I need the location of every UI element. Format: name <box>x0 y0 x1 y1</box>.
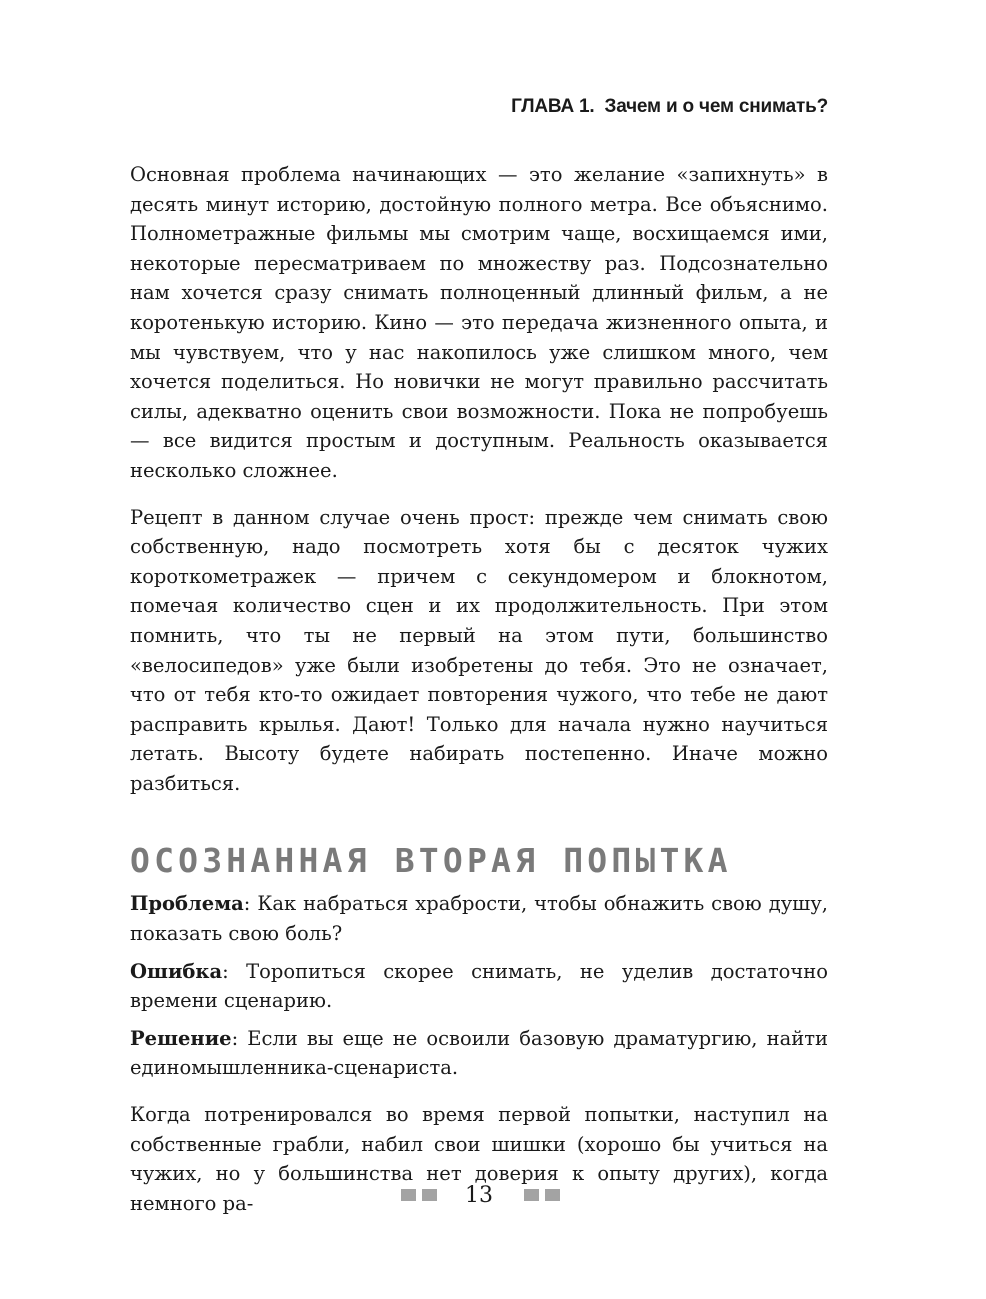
footer-ornament-square <box>545 1189 560 1201</box>
solution-text: : Если вы еще не освоили базовую драматургию, найти единомышленника-сценариста. <box>130 1026 828 1080</box>
footer-ornament-square <box>524 1189 539 1201</box>
running-header <box>511 96 828 118</box>
page-number: 13 <box>465 1183 493 1208</box>
mistake-text: : Торопиться скорее снимать, не уделив достаточно времени сценарию. <box>130 959 828 1013</box>
solution-label: Решение <box>130 1026 232 1050</box>
mistake-label: Ошибка <box>130 959 223 983</box>
mistake-item <box>130 957 828 1016</box>
chapter-number: ГЛАВА 1. <box>511 96 595 117</box>
problem-label: Проблема <box>130 892 244 916</box>
body-paragraph: Основная проблема начинающих — это желание «запихнуть» в десять минут историю, достойную полного метра. Все объяснимо. Полнометражные фильмы мы смотрим чаще, восхищаемся ими, некоторые пересматриваем по множеству раз. Подсознательно нам хочется сразу снимать полноценный длинный фильм, а не коротенькую историю. Кино — это передача жизненного опыта, и мы чувствуем, что у нас накопилось уже слишком много, чем хочется поделиться. Но новички не могут правильно рассчитать силы, адекватно оценить свои возможности. Пока не попробуешь — все видится простым и доступным. Реальность оказывается несколько сложнее. <box>130 163 828 482</box>
page-footer <box>0 1181 986 1217</box>
problem-item <box>130 889 828 948</box>
body-paragraph: Рецепт в данном случае очень прост: прежде чем снимать свою собственную, надо посмотреть хотя бы с десяток чужих короткометражек — причем с секундомером и блокнотом, помечая количество сцен и их продолжительность. При этом помнить, что ты не первый на этом пути, большинство «велосипедов» уже были изобретены до тебя. Это не означает, что от тебя кто-то ожидает повторения чужого, что тебе не дают расправить крылья. Дают! Только для начала нужно научиться летать. Высоту будете набирать постепенно. Иначе можно разбиться. <box>130 505 828 795</box>
chapter-title: Зачем и о чем снимать? <box>604 96 828 117</box>
body-paragraph: Когда потренировался во время первой попытки, наступил на собственные грабли, набил свои шишки (хорошо бы учиться на чужих, но у большинства нет доверия к опыту других), когда немного ра- <box>130 1103 828 1215</box>
footer-ornament-square <box>422 1189 437 1201</box>
problem-text: : Как набраться храбрости, чтобы обнажить свою душу, показать свою боль? <box>130 892 828 946</box>
section-heading: ОСОЗНАННАЯ ВТОРАЯ ПОПЫТКА <box>130 841 732 881</box>
solution-item <box>130 1024 828 1083</box>
footer-ornament-square <box>401 1189 416 1201</box>
page-body <box>130 160 828 1235</box>
